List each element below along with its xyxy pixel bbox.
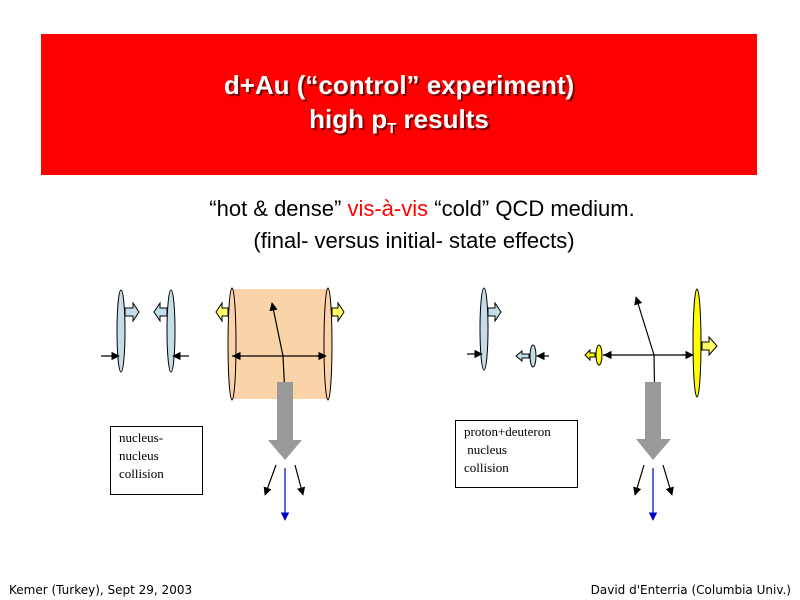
pd-scatter-up-arrow: [636, 297, 654, 355]
gold-nucleus-arrow: [702, 337, 717, 355]
deuteron-direction-arrow: [516, 351, 529, 361]
footer-right: David d'Enterria (Columbia Univ.): [590, 583, 791, 597]
pd-jet-right-arrow: [663, 465, 672, 495]
pd-big-gray-arrow: [636, 382, 671, 460]
subtitle-line2: (final- versus initial- state effects): [253, 228, 575, 253]
footer-left: Kemer (Turkey), Sept 29, 2003: [9, 583, 193, 597]
disc-1-direction-arrow: [125, 303, 139, 321]
title-subscript-t: T: [387, 120, 397, 137]
nucleus-disc-1: [101, 290, 139, 372]
title-high-pt: high p: [309, 104, 388, 134]
jet-right-arrow: [295, 465, 303, 495]
subtitle-cold-qcd: “cold” QCD medium.: [428, 196, 635, 221]
nucleus-nucleus-label: nucleus- nucleus collision: [110, 426, 203, 495]
subtitle-vis-a-vis: vis-à-vis: [347, 196, 429, 221]
title-results: results: [396, 104, 489, 134]
gold-nucleus-disc: [693, 289, 701, 397]
proton-deuteron-label: proton+deuteron nucleus collision: [455, 420, 578, 488]
medium-left-yellow-arrow: [216, 303, 228, 321]
slide-title-line1: d+Au (“control” experiment): [223, 70, 575, 100]
medium-right-yellow-arrow: [332, 303, 344, 321]
disc-2-direction-arrow: [154, 303, 167, 321]
jet-left-arrow: [265, 465, 276, 495]
yellow-deuteron: [585, 345, 602, 365]
medium-left-edge: [228, 288, 236, 400]
pd-disc-direction-arrow: [488, 303, 501, 321]
subtitle-hot-dense: “hot & dense”: [209, 196, 348, 221]
pd-jet-left-arrow: [635, 465, 644, 495]
deuteron-small: [516, 345, 549, 367]
pd-disc: [467, 288, 501, 370]
medium-right-edge: [324, 288, 332, 400]
nucleus-disc-2: [154, 290, 189, 372]
yellow-deuteron-arrow: [585, 350, 595, 360]
